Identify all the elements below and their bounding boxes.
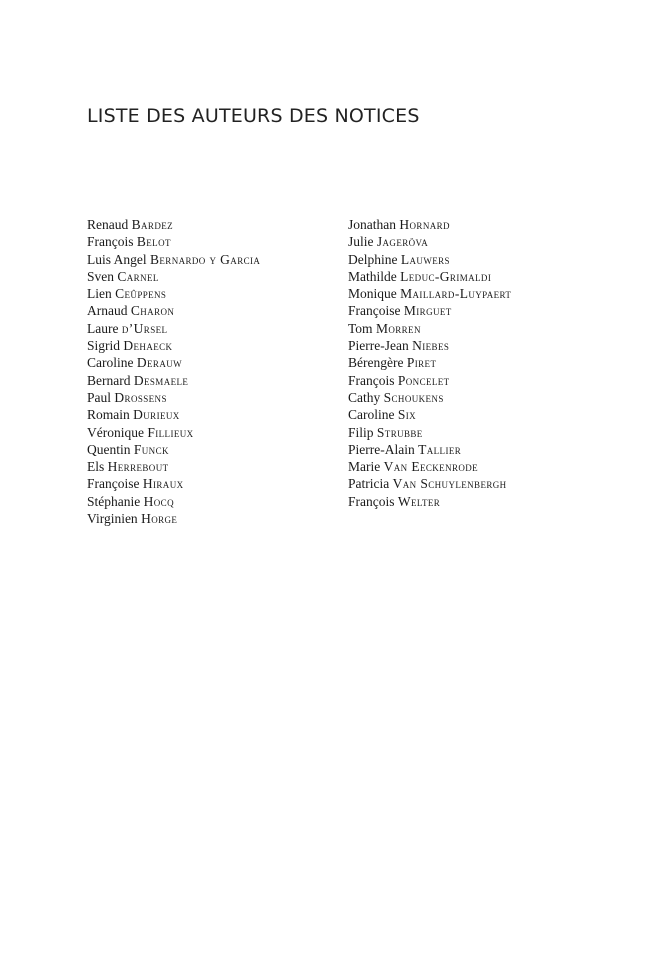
author-entry — [87, 510, 260, 527]
author-first-name: Tom — [348, 320, 373, 336]
author-first-name: Delphine — [348, 251, 398, 267]
author-first-name: Filip — [348, 424, 374, 440]
author-surname: Tallier — [418, 441, 462, 457]
author-first-name: Quentin — [87, 441, 131, 457]
author-entry — [348, 337, 511, 354]
author-first-name: Cathy — [348, 389, 381, 405]
author-first-name: Bernard — [87, 372, 131, 388]
author-surname: Leduc-Grimaldi — [400, 268, 492, 284]
author-entry — [87, 268, 260, 285]
author-first-name: Sigrid — [87, 338, 121, 354]
author-first-name: Luis Angel — [87, 251, 147, 267]
author-entry — [348, 285, 511, 302]
author-first-name: Bérengère — [348, 355, 404, 371]
author-entry — [348, 268, 511, 285]
author-entry — [87, 285, 260, 302]
page-title: LISTE DES AUTEURS DES NOTICES — [87, 105, 420, 127]
author-surname: Hocq — [143, 493, 174, 509]
author-first-name: François — [348, 493, 395, 509]
author-surname: Poncelet — [397, 372, 450, 388]
author-first-name: Pierre-Alain — [348, 441, 415, 457]
author-surname: Ceûppens — [115, 286, 167, 302]
author-surname: Bernardo y Garcia — [150, 251, 261, 267]
author-entry — [348, 441, 511, 458]
author-entry — [348, 354, 511, 371]
author-first-name: Virginien — [87, 511, 138, 527]
author-entry — [87, 337, 260, 354]
author-surname: Drossens — [114, 389, 167, 405]
author-first-name: Laure — [87, 320, 119, 336]
author-first-name: Jonathan — [348, 217, 396, 232]
author-first-name: Julie — [348, 234, 374, 250]
author-entry — [348, 406, 511, 423]
author-first-name: Renaud — [87, 217, 129, 232]
author-entry — [348, 320, 511, 337]
author-surname: Durieux — [133, 407, 180, 423]
author-first-name: Els — [87, 459, 105, 475]
author-entry — [87, 424, 260, 441]
author-surname: Charon — [130, 303, 175, 319]
author-first-name: Véronique — [87, 424, 144, 440]
author-entry — [87, 251, 260, 268]
author-surname: Six — [397, 407, 417, 423]
author-column-left — [87, 216, 260, 527]
author-entry — [348, 251, 511, 268]
author-surname: Piret — [406, 355, 437, 371]
author-first-name: Françoise — [348, 303, 401, 319]
author-entry — [348, 424, 511, 441]
author-entry — [87, 493, 260, 510]
author-entry — [87, 441, 260, 458]
author-first-name: Caroline — [348, 407, 395, 423]
author-surname: d’Ursel — [121, 320, 168, 336]
author-entry — [87, 475, 260, 492]
author-first-name: Marie — [348, 459, 381, 475]
author-first-name: Arnaud — [87, 303, 128, 319]
author-entry — [348, 372, 511, 389]
author-surname: Herrebout — [107, 459, 169, 475]
author-entry — [348, 216, 511, 233]
author-first-name: Caroline — [87, 355, 134, 371]
author-surname: Morren — [375, 320, 421, 336]
author-surname: Van Eeckenrode — [383, 459, 479, 475]
author-surname: Fillieux — [147, 424, 194, 440]
author-entry — [87, 354, 260, 371]
author-entry — [87, 372, 260, 389]
author-surname: Desmaele — [133, 372, 189, 388]
author-first-name: Françoise — [87, 476, 140, 492]
author-surname: Jageröva — [376, 234, 429, 250]
author-surname: Carnel — [117, 268, 159, 284]
author-entry — [348, 458, 511, 475]
author-surname: Hornard — [399, 217, 450, 232]
author-entry — [348, 493, 511, 510]
author-entry — [87, 389, 260, 406]
author-first-name: Romain — [87, 407, 130, 423]
author-surname: Van Schuylenbergh — [392, 476, 507, 492]
author-surname: Horge — [141, 511, 178, 527]
author-first-name: Mathilde — [348, 268, 397, 284]
author-first-name: Stéphanie — [87, 493, 141, 509]
author-first-name: Patricia — [348, 476, 390, 492]
author-surname: Belot — [136, 234, 171, 250]
author-first-name: Pierre-Jean — [348, 338, 409, 354]
author-entry — [348, 475, 511, 492]
author-entry — [87, 302, 260, 319]
author-entry — [87, 406, 260, 423]
author-surname: Strubbe — [376, 424, 423, 440]
author-first-name: François — [87, 234, 134, 250]
author-entry — [87, 233, 260, 250]
author-entry — [87, 320, 260, 337]
author-surname: Welter — [397, 493, 441, 509]
author-surname: Niebes — [412, 338, 450, 354]
author-first-name: Monique — [348, 286, 397, 302]
author-first-name: Lien — [87, 286, 112, 302]
author-surname: Schoukens — [383, 389, 444, 405]
author-surname: Funck — [133, 441, 169, 457]
author-entry — [348, 233, 511, 250]
author-first-name: Sven — [87, 268, 114, 284]
author-surname: Lauwers — [400, 251, 450, 267]
author-entry — [87, 216, 260, 233]
author-surname: Derauw — [136, 355, 183, 371]
author-entry — [348, 302, 511, 319]
author-surname: Bardez — [131, 217, 174, 232]
author-first-name: Paul — [87, 389, 112, 405]
author-surname: Hiraux — [142, 476, 184, 492]
author-column-right — [348, 216, 511, 510]
author-entry — [348, 389, 511, 406]
author-surname: Dehaeck — [123, 338, 173, 354]
author-surname: Mirguet — [403, 303, 452, 319]
author-surname: Maillard-Luypaert — [400, 286, 512, 302]
author-first-name: François — [348, 372, 395, 388]
author-entry — [87, 458, 260, 475]
